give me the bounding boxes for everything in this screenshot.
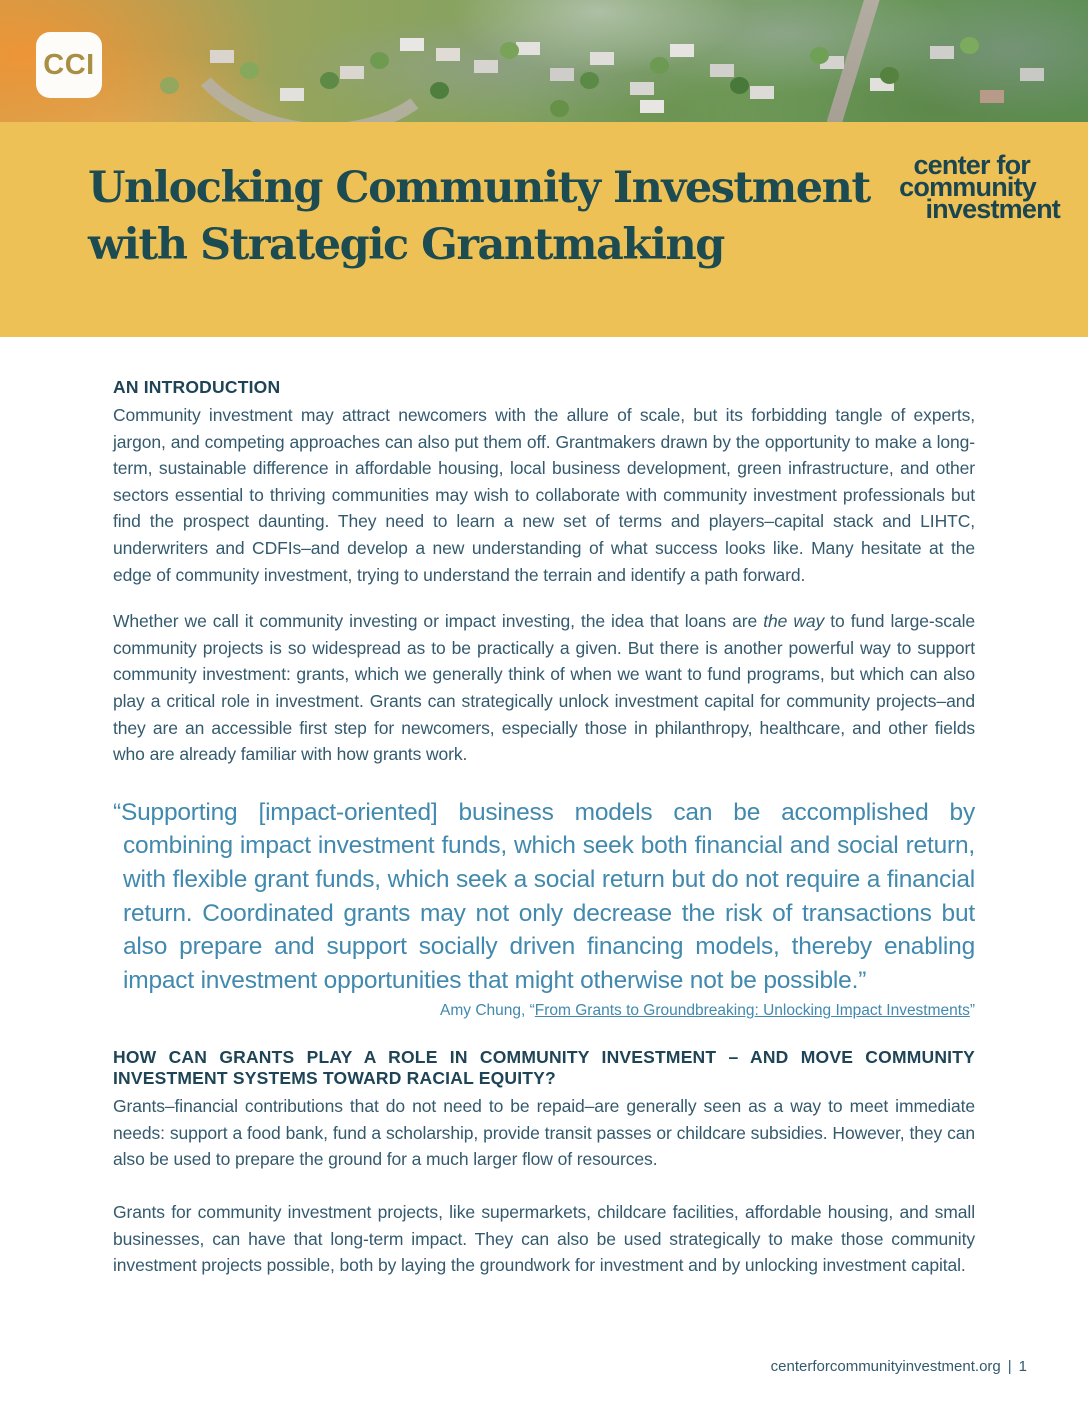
brand-line1: center for (913, 150, 1030, 180)
intro-paragraph-2 (113, 608, 975, 768)
masthead (0, 122, 1088, 337)
aerial-photo-banner (0, 0, 1088, 122)
content-area (0, 337, 1088, 1279)
footer-page-number: 1 (1018, 1358, 1027, 1375)
pull-quote: “Supporting [impact-oriented] business models can be accomplished by combining impact investment funds, which seek both financial and social return, with flexible grant funds, which seek a social return but do not require a financial return. Coordinated grants may not only decrease the risk of transactions but also prepare and support socially driven financing models, thereby enabling impact investment opportunities that might otherwise not be possible.” (113, 798, 975, 994)
attribution-prefix: Amy Chung, “ (440, 1002, 535, 1020)
trees-decoration (320, 72, 339, 89)
intro-heading: AN INTRODUCTION (113, 377, 281, 397)
brand-line3: investment (925, 194, 1060, 224)
intro-paragraph-2-pre: Whether we call it community investing or impact investing, the idea that loans are (113, 611, 764, 632)
page-footer (771, 1358, 1027, 1375)
cci-logo-badge (36, 32, 102, 98)
page-title (88, 160, 870, 274)
grants-paragraph-1: Grants–financial contributions that do not need to be repaid–are generally seen as a way to meet immediate needs: support a food bank, fund a scholarship, provide transit passes or childcare subsidies. However, they can also be used to prepare the ground for a much larger flow of resources. (113, 1096, 975, 1170)
grants-paragraph-2: Grants for community investment projects, like supermarkets, childcare facilities, affordable housing, and small businesses, can have that long-term impact. They can also be used strategically to make those community investment projects possible, both by laying the groundwork for investment and by unlocking investment capital. (113, 1202, 975, 1276)
brand-line2: community (899, 172, 1036, 202)
footer-website: centerforcommunityinvestment.org (770, 1358, 1001, 1375)
attribution-suffix: ” (969, 1002, 975, 1020)
intro-paragraph-2-emphasis: the way (763, 611, 825, 632)
brand-wordmark (850, 150, 1060, 224)
road-shape (158, 0, 477, 122)
quote-attribution (113, 1001, 975, 1021)
page-title-line2: with Strategic Grantmaking (88, 220, 724, 270)
page-title-line1: Unlocking Community Investment (88, 163, 870, 213)
cci-logo-text: CCI (43, 48, 95, 81)
intro-paragraph-1: Community investment may attract newcomers with the allure of scale, but its forbidding tangle of experts, jargon, and competing approaches can also put them off. Grantmakers drawn by the opportunity to make a long-term, sustainable difference in affordable housing, local business development, green infrastructure, and other sectors essential to thriving communities may wish to collaborate with community investment professionals but find the prospect daunting. They need to learn a new set of terms and players–capital stack and LIHTC, underwriters and CDFIs–and develop a new understanding of what success looks like. Many hesitate at the edge of community investment, trying to understand the terrain and identify a path forward. (113, 405, 975, 585)
road-shape (823, 0, 881, 122)
footer-separator: | (1007, 1358, 1012, 1375)
houses-decoration (400, 38, 424, 51)
attribution-source-link[interactable]: From Grants to Groundbreaking: Unlocking Impact Investments (534, 1002, 970, 1020)
intro-paragraph-2-post: to fund large-scale community projects is so widespread as to be practically a given. But there is another powerful way to support community investment: grants, which we generally think of when we want to fund programs, but which can also play a critical role in investment. Grants can strategically unlock investment capital for community projects–and they are an accessible first step for newcomers, especially those in philanthropy, healthcare, and other fields who are already familiar with how grants work. (113, 611, 975, 765)
grants-section-heading: HOW CAN GRANTS PLAY A ROLE IN COMMUNITY INVESTMENT – AND MOVE COMMUNITY INVESTMENT SYSTEMS TOWARD RACIAL EQUITY? (113, 1047, 975, 1089)
